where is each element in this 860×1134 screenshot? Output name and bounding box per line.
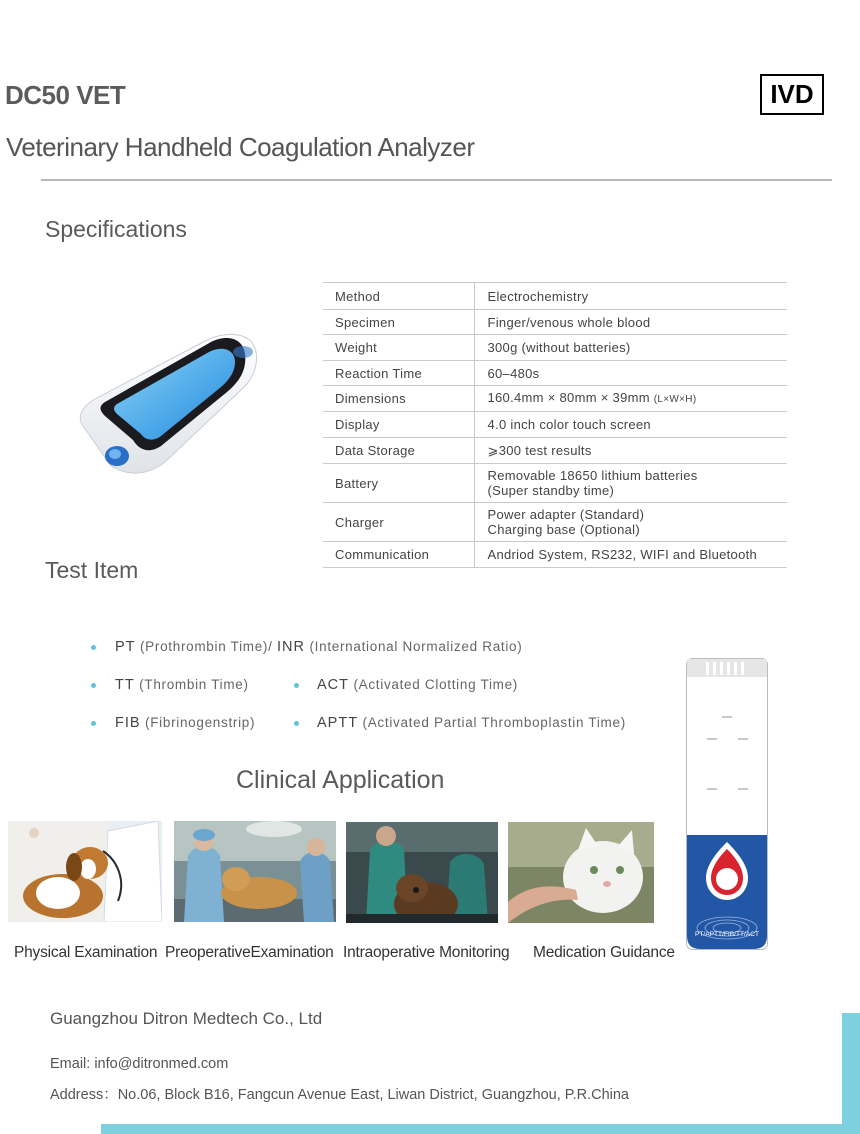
clinical-caption: PreoperativeExamination [165, 944, 334, 961]
test-desc: (Activated Clotting Time) [353, 677, 519, 692]
spec-key: Weight [323, 335, 474, 361]
accent-bar-horizontal [101, 1124, 860, 1134]
test-code: TT [115, 677, 135, 693]
intraoperative-monitoring-photo [346, 822, 498, 923]
test-desc: (Prothrombin Time)/ [139, 639, 273, 654]
spec-key: Display [323, 412, 474, 438]
spec-value: 160.4mm × 80mm × 39mm [487, 390, 650, 405]
accent-bar-gap [839, 1013, 842, 1124]
spec-key: Charger [323, 503, 474, 542]
bullet-icon [91, 721, 96, 726]
medication-guidance-photo [508, 822, 654, 923]
test-code: PT [115, 639, 136, 655]
bullet-icon [294, 721, 299, 726]
product-model: DC50 VET [5, 80, 126, 110]
specifications-heading: Specifications [45, 216, 187, 242]
spec-value: 60–480s [474, 361, 787, 386]
product-subtitle: Veterinary Handheld Coagulation Analyzer [6, 132, 475, 162]
accent-bar-vertical [839, 1013, 860, 1134]
bullet-icon [91, 645, 96, 650]
spec-value: Finger/venous whole blood [474, 310, 787, 335]
specifications-table [323, 282, 787, 568]
strip-label: PT/APTT/FIB/TT/ACT [694, 931, 760, 938]
test-strip-image [686, 658, 768, 950]
test-item-pt-inr [115, 639, 522, 655]
clinical-application-heading: Clinical Application [236, 766, 445, 794]
spec-value: 4.0 inch color touch screen [474, 412, 787, 438]
clinical-caption: Medication Guidance [533, 944, 675, 961]
spec-value: 300g (without batteries) [474, 335, 787, 361]
spec-value: Andriod System, RS232, WIFI and Bluetooth [474, 542, 787, 568]
spec-key: Reaction Time [323, 361, 474, 386]
spec-value: Electrochemistry [474, 283, 787, 310]
header-divider [41, 179, 832, 181]
test-item-fib [115, 715, 255, 731]
preoperative-examination-photo [174, 821, 336, 922]
spec-value: Removable 18650 lithium batteries [487, 468, 698, 483]
test-item-heading: Test Item [45, 557, 139, 583]
test-item-aptt [317, 715, 626, 731]
spec-key: Data Storage [323, 438, 474, 464]
test-code: INR [277, 639, 306, 655]
dimension-note: (L×W×H) [653, 394, 697, 405]
ivd-badge: IVD [760, 74, 824, 115]
spec-value: Power adapter (Standard) [487, 507, 645, 522]
spec-value: ⩾300 test results [474, 438, 787, 464]
spec-key: Communication [323, 542, 474, 568]
company-name: Guangzhou Ditron Medtech Co., Ltd [50, 1009, 323, 1028]
test-desc: (Thrombin Time) [139, 677, 249, 692]
analyzer-device-image [75, 330, 260, 480]
spec-key: Battery [323, 464, 474, 503]
spec-value-line2: (Super standby time) [487, 483, 615, 498]
table-row [323, 335, 787, 361]
test-desc: (International Normalized Ratio) [309, 639, 523, 654]
test-code: ACT [317, 677, 349, 693]
table-row [323, 438, 787, 464]
table-row [323, 503, 787, 542]
bullet-icon [294, 683, 299, 688]
test-desc: (Fibrinogenstrip) [145, 715, 256, 730]
clinical-caption: Physical Examination [14, 944, 158, 961]
test-code: APTT [317, 715, 359, 731]
spec-key: Specimen [323, 310, 474, 335]
company-email: Email: info@ditronmed.com [50, 1056, 229, 1072]
table-row [323, 386, 787, 412]
table-row [323, 542, 787, 568]
table-row [323, 361, 787, 386]
table-row [323, 464, 787, 503]
test-item-act [317, 677, 518, 693]
table-row [323, 283, 787, 310]
spec-key: Method [323, 283, 474, 310]
test-desc: (Activated Partial Thromboplastin Time) [362, 715, 626, 730]
test-item-tt [115, 677, 249, 693]
table-row [323, 412, 787, 438]
table-row [323, 310, 787, 335]
physical-examination-photo [8, 821, 162, 922]
spec-value-line2: Charging base (Optional) [487, 522, 640, 537]
test-code: FIB [115, 715, 141, 731]
company-address: Address：No.06, Block B16, Fangcun Avenue East, Liwan District, Guangzhou, P.R.China [50, 1087, 629, 1103]
bullet-icon [91, 683, 96, 688]
spec-key: Dimensions [323, 386, 474, 412]
clinical-caption: Intraoperative Monitoring [343, 944, 510, 961]
